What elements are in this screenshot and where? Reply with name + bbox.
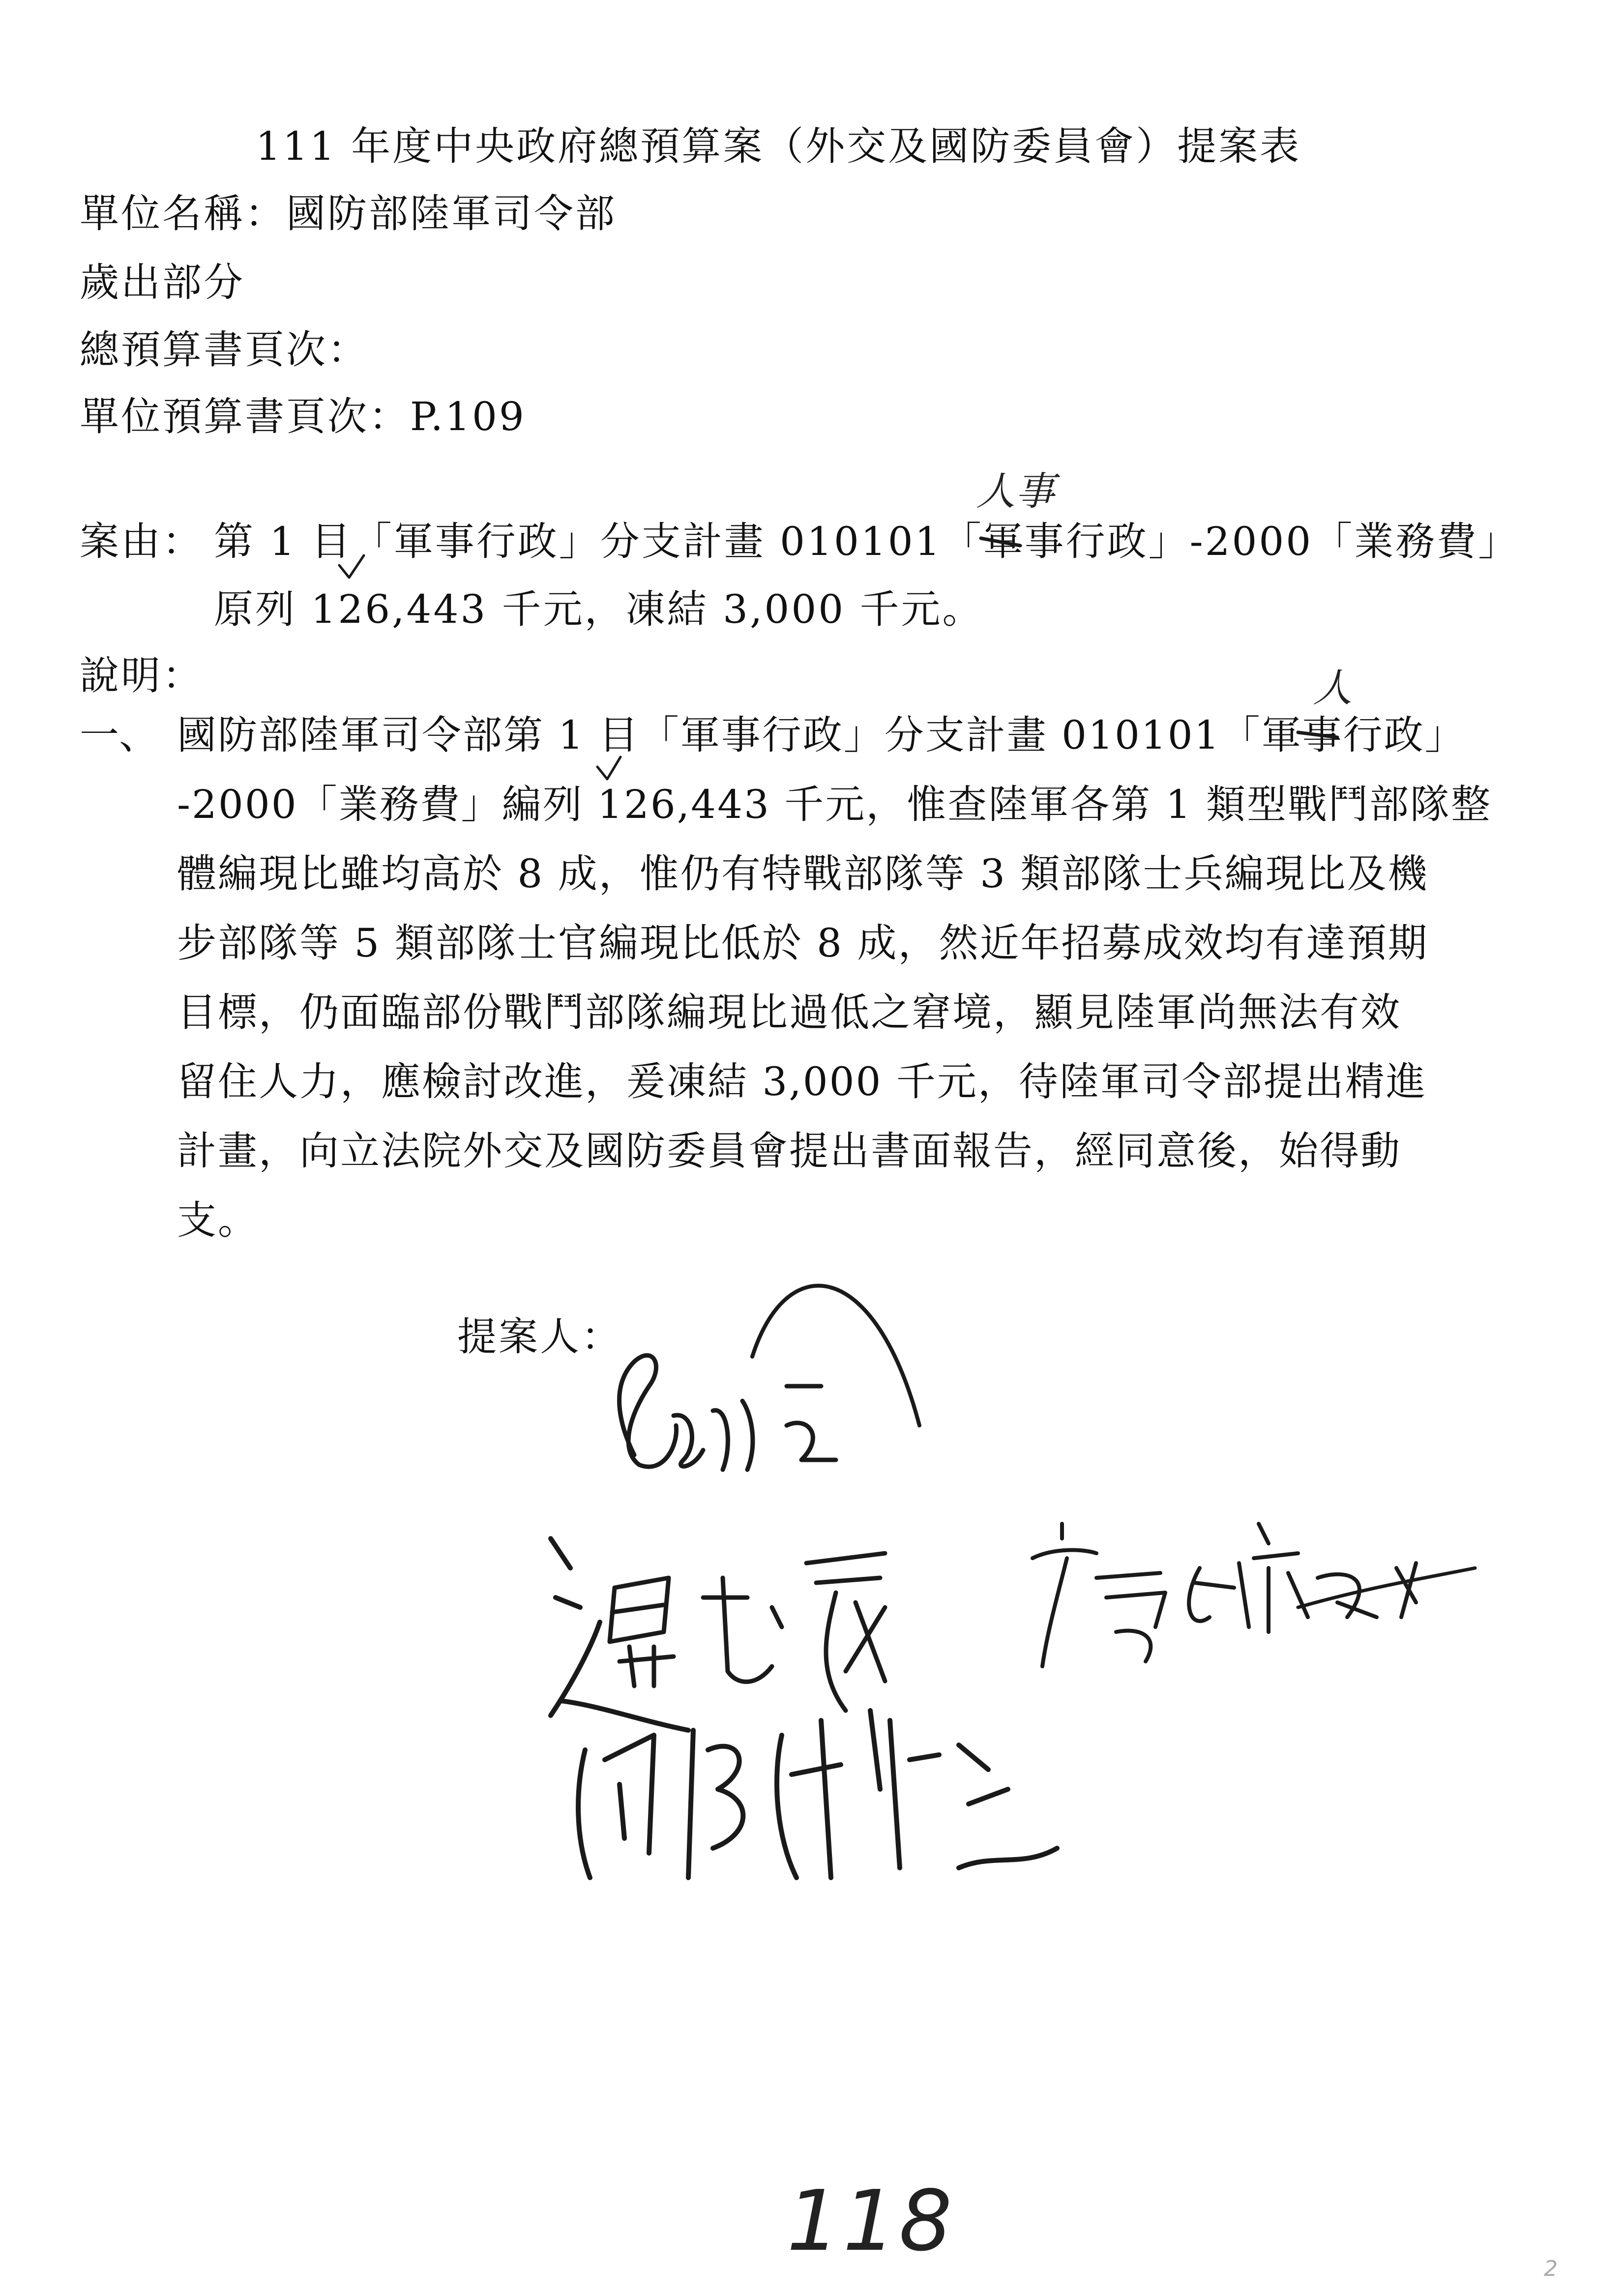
explanation-line: 留住人力，應檢討改進，爰凍結 3,000 千元，待陸軍司令部提出精進 [177,1059,1427,1104]
unit-budget-page: 單位預算書頁次：P.109 [80,394,526,439]
explanation-line: 計畫，向立法院外交及國防委員會提出書面報告，經同意後，始得動 [177,1128,1401,1174]
case-line-2: 原列 126,443 千元，凍結 3,000 千元。 [214,586,984,632]
item-marker: 一、 [80,712,158,758]
case-check-mark [339,555,364,578]
explanation-line: 國防部陸軍司令部第 1 目「軍事行政」分支計畫 010101「軍事行政」 [177,712,1466,758]
explanation-line: -2000「業務費」編列 126,443 千元，惟查陸軍各第 1 類型戰鬥部隊整 [177,782,1492,827]
case-line-1: 第 1 目「軍事行政」分支計畫 010101「軍事行政」-2000「業務費」 [214,519,1520,564]
case-label: 案由： [80,519,204,564]
explanation-check-mark [597,757,620,779]
corner-mark: 2 [1544,2256,1558,2281]
proposer-label: 提案人： [457,1314,622,1360]
unit-name: 單位名稱：國防部陸軍司令部 [80,191,617,236]
explanation-strike-mark [1298,732,1337,737]
explanation-handwritten-annotation: 人 [1313,665,1352,711]
signature-4 [565,1691,1082,1897]
signature-3 [1023,1504,1490,1681]
general-budget-page: 總預算書頁次： [80,327,369,373]
explanation-line: 步部隊等 5 類部隊士官編現比低於 8 成，然近年招募成效均有達預期 [177,920,1429,966]
signature-1 [580,1239,1023,1514]
explanation-line: 支。 [177,1197,259,1243]
case-strike-mark [981,538,1020,546]
document-title: 111 年度中央政府總預算案（外交及國防委員會）提案表 [256,123,1301,169]
case-handwritten-annotation: 人事 [976,468,1055,514]
explanation-label: 說明： [80,653,204,698]
page-number: 118 [787,2173,955,2270]
explanation-line: 目標，仍面臨部份戰鬥部隊編現比過低之窘境，顯見陸軍尚無法有效 [177,989,1401,1035]
section-label: 歲出部分 [80,260,245,305]
explanation-line: 體編現比雖均高於 8 成，惟仍有特戰部隊等 3 類部隊士兵編現比及機 [177,851,1429,897]
